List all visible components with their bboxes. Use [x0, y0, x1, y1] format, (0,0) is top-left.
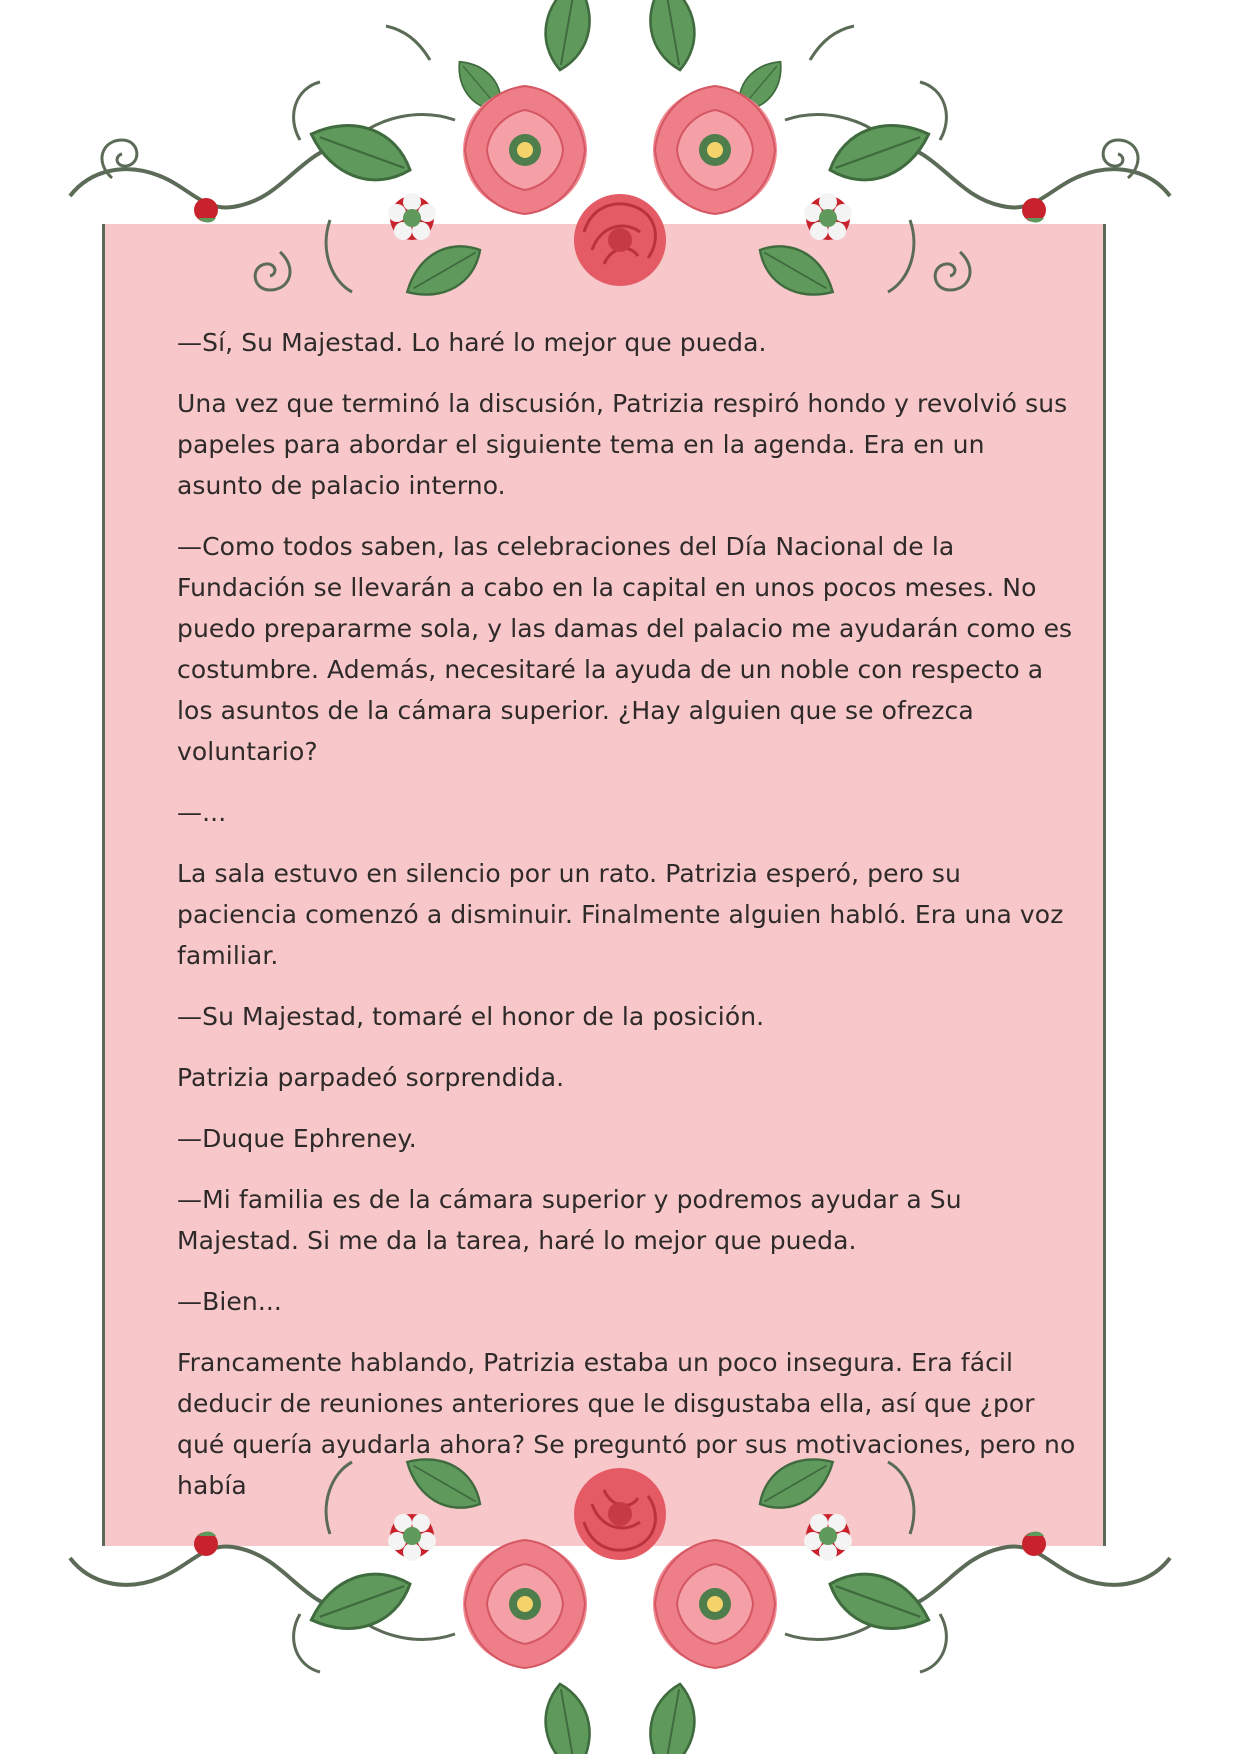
paragraph: —Sí, Su Majestad. Lo haré lo mejor que pueda.	[177, 328, 767, 357]
paragraph: —Como todos saben, las celebraciones del Día Nacional de la Fundación se llevarán a cabo en la capital en unos pocos meses. No puedo prepararme sola, y las damas del palacio me ayudarán como es costumbre. Además, necesitaré la ayuda de un noble con respecto a los asuntos de la cámara superior. ¿Hay alguien que se ofrezca voluntario?	[177, 532, 1073, 766]
paragraph: —Mi familia es de la cámara superior y podremos ayudar a Su Majestad. Si me da la tarea, haré lo mejor que pueda.	[177, 1185, 962, 1255]
paragraph: Francamente hablando, Patrizia estaba un poco insegura. Era fácil deducir de reuniones anteriores que le disgustaba ella, así que ¿por qué quería ayudarla ahora? Se preguntó por sus motivaciones, pero no había	[177, 1348, 1076, 1500]
document-body	[177, 322, 1077, 1526]
paragraph: Patrizia parpadeó sorprendida.	[177, 1063, 565, 1092]
paragraph: —...	[177, 798, 227, 827]
paragraph: La sala estuvo en silencio por un rato. Patrizia esperó, pero su paciencia comenzó a disminuir. Finalmente alguien habló. Era una voz familiar.	[177, 859, 1064, 970]
paragraph: —Duque Ephreney.	[177, 1124, 417, 1153]
paragraph: —Bien...	[177, 1287, 282, 1316]
paragraph: Una vez que terminó la discusión, Patrizia respiró hondo y revolvió sus papeles para abordar el siguiente tema en la agenda. Era en un asunto de palacio interno.	[177, 389, 1068, 500]
top-floral-ornament-icon	[0, 0, 1240, 340]
paragraph: —Su Majestad, tomaré el honor de la posición.	[177, 1002, 765, 1031]
